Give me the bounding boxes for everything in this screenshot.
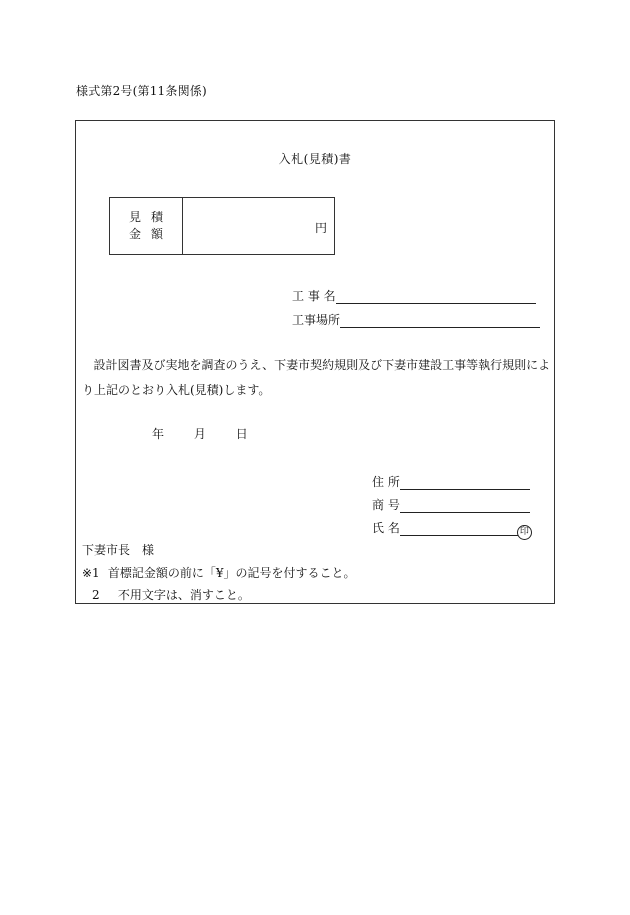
document-title: 入札(見積)書 bbox=[278, 152, 352, 166]
project-location-row bbox=[292, 311, 540, 328]
seal-mark: 印 bbox=[517, 525, 532, 540]
name-row bbox=[372, 519, 530, 536]
date-year: 年 bbox=[152, 427, 165, 441]
trade-name-label: 商 号 bbox=[372, 498, 400, 512]
trade-name-input[interactable] bbox=[400, 499, 530, 513]
note-1 bbox=[82, 564, 355, 581]
bid-form-frame bbox=[75, 120, 555, 604]
date-day: 日 bbox=[235, 427, 248, 441]
amount-box bbox=[109, 197, 335, 255]
form-number: 様式第2号(第11条関係) bbox=[76, 84, 207, 98]
amount-label-line1: 見積 bbox=[128, 210, 173, 224]
note-1-number: ※1 bbox=[82, 566, 100, 580]
declaration-text bbox=[82, 353, 552, 403]
amount-value-field[interactable] bbox=[183, 198, 334, 254]
trade-name-row bbox=[372, 496, 530, 513]
project-location-label: 工事場所 bbox=[292, 313, 341, 327]
date-row bbox=[152, 425, 274, 442]
amount-label bbox=[110, 198, 183, 254]
project-location-input[interactable] bbox=[340, 314, 540, 328]
note-2 bbox=[92, 586, 250, 603]
currency-unit: 円 bbox=[314, 221, 327, 235]
project-name-input[interactable] bbox=[336, 290, 536, 304]
name-input[interactable] bbox=[400, 522, 530, 536]
address-input[interactable] bbox=[400, 476, 530, 490]
date-month: 月 bbox=[193, 427, 206, 441]
addressee: 下妻市長 様 bbox=[82, 543, 155, 557]
project-name-row bbox=[292, 287, 536, 304]
address-label: 住 所 bbox=[372, 475, 400, 489]
amount-label-line2: 金額 bbox=[128, 227, 173, 241]
note-2-text: 不用文字は、消すこと。 bbox=[117, 588, 250, 602]
declaration-text-content: 設計図書及び実地を調査のうえ、下妻市契約規則及び下妻市建設工事等執行規則により上記のとおり入札(見積)します。 bbox=[82, 358, 551, 397]
address-row bbox=[372, 473, 530, 490]
note-2-number: 2 bbox=[92, 588, 100, 602]
note-1-text: 首標記金額の前に「¥」の記号を付すること。 bbox=[107, 566, 356, 580]
project-name-label: 工 事 名 bbox=[292, 289, 336, 303]
name-label: 氏 名 bbox=[372, 521, 400, 535]
